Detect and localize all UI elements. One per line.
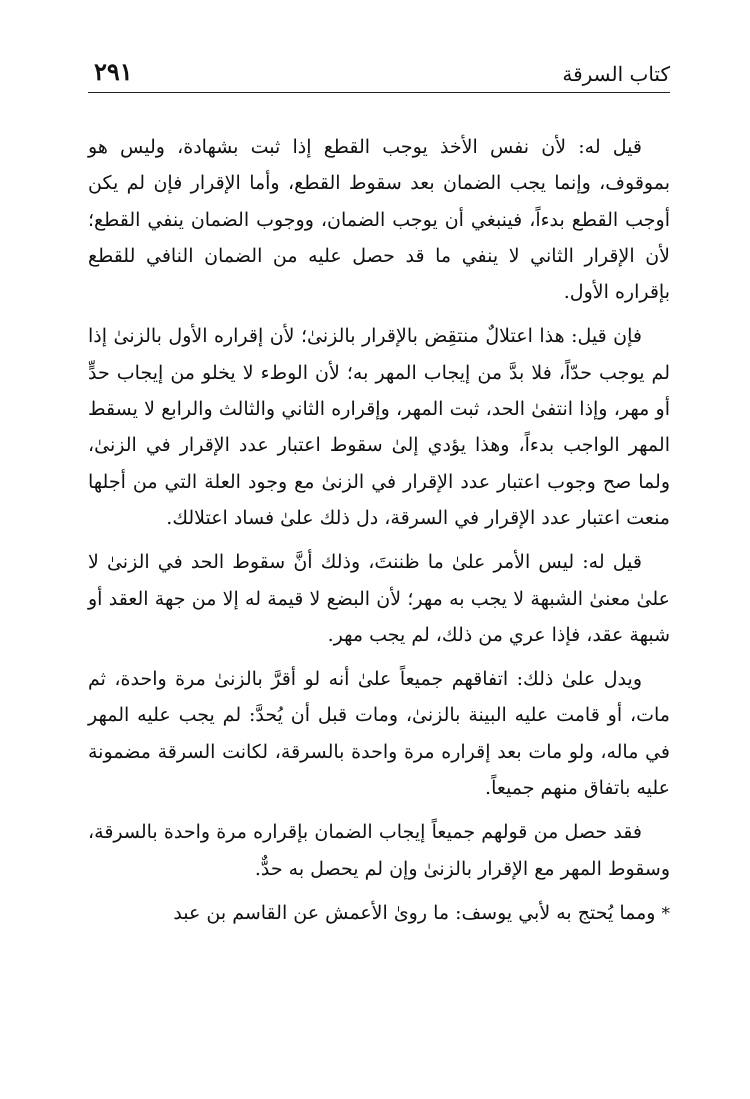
paragraph: فقد حصل من قولهم جميعاً إيجاب الضمان بإقراره مرة واحدة بالسرقة، وسقوط المهر مع الإقرار بالزنىٰ وإن لم يحصل به حدٌّ. [88,821,670,880]
running-title: كتاب السرقة [562,62,670,86]
paragraph: قيل له: لأن نفس الأخذ يوجب القطع إذا ثبت بشهادة، وليس هو بموقوف، وإنما يجب الضمان بعد سقوط القطع، وأما الإقرار فإن لم يكن أوجب القطع بدءاً، فينبغي أن يوجب الضمان، ووجوب الضمان ينفي القطع؛ لأن الإقرار الثاني لا ينفي ما قد حصل عليه من الضمان النافي للقطع بإقراره الأول. [88,136,670,304]
page-body [88,129,670,932]
page-header [88,58,670,93]
paragraph: ويدل علىٰ ذلك: اتفاقهم جميعاً علىٰ أنه لو أقرَّ بالزنىٰ مرة واحدة، ثم مات، أو قامت عليه البينة بالزنىٰ، ومات قبل أن يُحدَّ: لم يجب عليه المهر في ماله، ولو مات بعد إقراره مرة واحدة بالسرقة، لكانت السرقة مضمونة عليه باتفاق منهم جميعاً. [88,668,670,800]
paragraph: قيل له: ليس الأمر علىٰ ما ظننتَ، وذلك أنَّ سقوط الحد في الزنىٰ لا علىٰ معنىٰ الشبهة لا يجب به مهر؛ لأن البضع لا قيمة له إلا من جهة العقد أو شبهة عقد، فإذا عري من ذلك، لم يجب مهر. [88,551,670,646]
paragraph-new-section [88,895,670,932]
paragraph: فإن قيل: هذا اعتلالٌ منتقِض بالإقرار بالزنىٰ؛ لأن إقراره الأول بالزنىٰ إذا لم يوجب حدّاً، فلا بدَّ من إيجاب المهر به؛ لأن الوطء لا يخلو من إيجاب حدٍّ أو مهر، وإذا انتفىٰ الحد، ثبت المهر، وإقراره الثاني والثالث والرابع لا يسقط المهر الواجب بدءاً، وهذا يؤدي إلىٰ سقوط اعتبار عدد الإقرار في الزنىٰ، ولما صح وجوب اعتبار عدد الإقرار في الزنىٰ مع وجود العلة التي من أجلها منعت اعتبار عدد الإقرار في السرقة، دل ذلك علىٰ فساد اعتلالك. [88,325,670,529]
section-marker: * [661,903,670,924]
book-page [88,58,670,932]
page-number: ٢٩١ [94,57,133,86]
section-text: ومما يُحتج به لأبي يوسف: ما روىٰ الأعمش عن القاسم بن عبد [173,901,656,924]
